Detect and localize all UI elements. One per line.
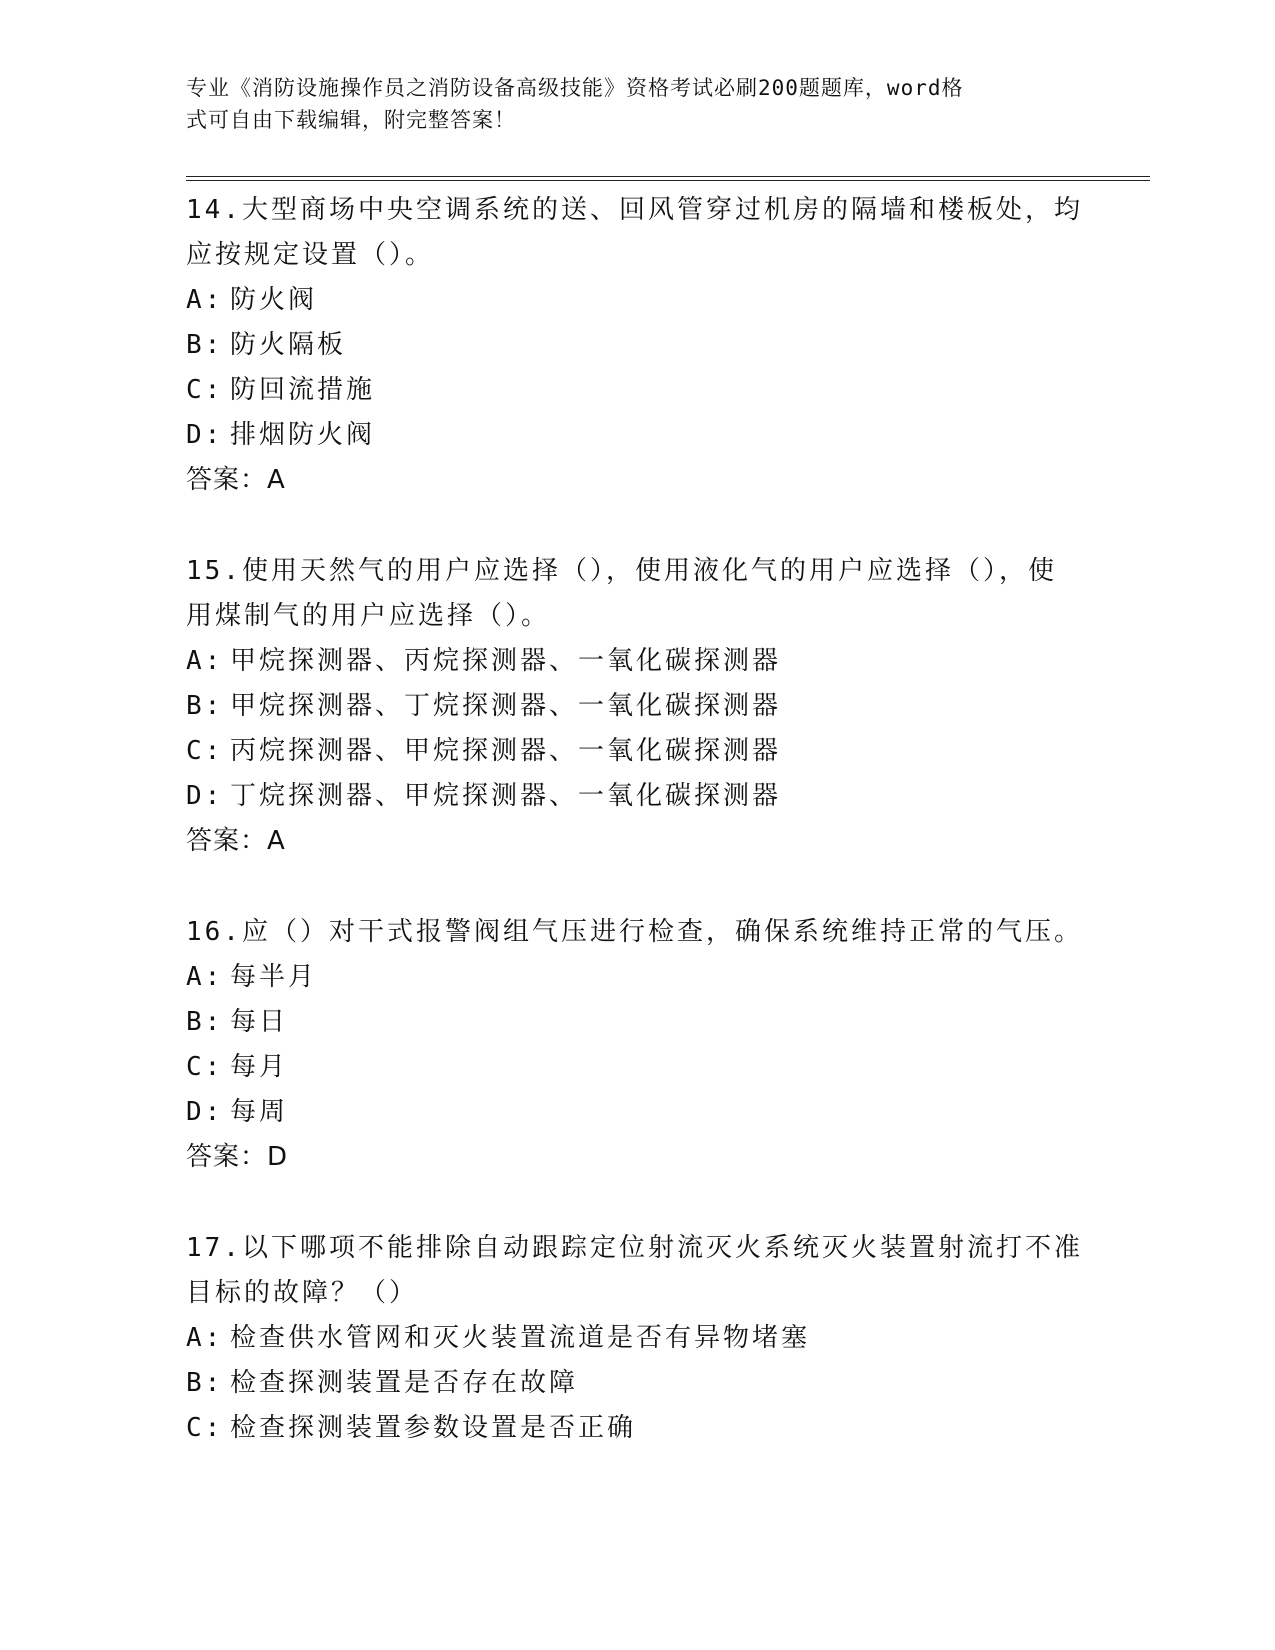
option-key: A: — [186, 962, 224, 992]
option-text: 防火隔板 — [230, 330, 347, 360]
option-d — [186, 1090, 1086, 1135]
option-key: A: — [186, 285, 224, 315]
option-key: D: — [186, 420, 224, 450]
option-b — [186, 323, 1086, 368]
option-text: 丁烷探测器、甲烷探测器、一氧化碳探测器 — [230, 781, 782, 811]
option-key: D: — [186, 1097, 224, 1127]
option-key: D: — [186, 781, 224, 811]
option-key: A: — [186, 646, 224, 676]
question-stem-line: 16.应（）对干式报警阀组气压进行检查，确保系统维持正常的气压。 — [186, 917, 1083, 947]
option-text: 排烟防火阀 — [230, 420, 376, 450]
option-a — [186, 955, 1086, 1000]
question-16 — [186, 910, 1086, 1180]
option-b — [186, 684, 1086, 729]
question-stem-line: 目标的故障？（） — [186, 1278, 419, 1308]
option-b — [186, 1000, 1086, 1045]
question-stem-line: 应按规定设置（）。 — [186, 240, 435, 270]
option-key: A: — [186, 1323, 224, 1353]
option-key: B: — [186, 691, 224, 721]
option-key: B: — [186, 1368, 224, 1398]
answer-line: 答案：A — [186, 826, 286, 856]
answer-line: 答案：A — [186, 465, 286, 495]
option-key: C: — [186, 375, 224, 405]
option-d — [186, 774, 1086, 819]
option-a — [186, 1316, 1086, 1361]
document-header — [186, 72, 1066, 136]
option-text: 甲烷探测器、丁烷探测器、一氧化碳探测器 — [230, 691, 782, 721]
option-text: 甲烷探测器、丙烷探测器、一氧化碳探测器 — [230, 646, 782, 676]
question-15 — [186, 549, 1086, 864]
option-text: 检查探测装置是否存在故障 — [230, 1368, 579, 1398]
question-stem-line: 15.使用天然气的用户应选择（），使用液化气的用户应选择（），使 — [186, 556, 1057, 586]
option-text: 每周 — [230, 1097, 289, 1127]
header-line-1: 专业《消防设施操作员之消防设备高级技能》资格考试必刷200题题库，word格 — [186, 76, 964, 100]
option-text: 丙烷探测器、甲烷探测器、一氧化碳探测器 — [230, 736, 782, 766]
option-a — [186, 278, 1086, 323]
header-line-2: 式可自由下载编辑，附完整答案！ — [186, 108, 516, 132]
header-divider — [186, 176, 1150, 181]
option-key: C: — [186, 736, 224, 766]
question-stem-line: 17.以下哪项不能排除自动跟踪定位射流灭火系统灭火装置射流打不准 — [186, 1233, 1083, 1263]
question-list — [186, 188, 1086, 1451]
option-text: 检查供水管网和灭火装置流道是否有异物堵塞 — [230, 1323, 811, 1353]
option-text: 防回流措施 — [230, 375, 376, 405]
option-key: C: — [186, 1413, 224, 1443]
option-text: 防火阀 — [230, 285, 318, 315]
question-stem-line: 用煤制气的用户应选择（）。 — [186, 601, 551, 631]
option-c — [186, 1406, 1086, 1451]
option-c — [186, 729, 1086, 774]
option-d — [186, 413, 1086, 458]
option-text: 每半月 — [230, 962, 318, 992]
option-key: B: — [186, 330, 224, 360]
option-a — [186, 639, 1086, 684]
question-stem-line: 14.大型商场中央空调系统的送、回风管穿过机房的隔墙和楼板处，均 — [186, 195, 1083, 225]
option-key: B: — [186, 1007, 224, 1037]
option-text: 每日 — [230, 1007, 289, 1037]
option-text: 每月 — [230, 1052, 289, 1082]
question-14 — [186, 188, 1086, 503]
answer-line: 答案：D — [186, 1142, 289, 1172]
option-key: C: — [186, 1052, 224, 1082]
option-b — [186, 1361, 1086, 1406]
option-c — [186, 368, 1086, 413]
option-c — [186, 1045, 1086, 1090]
question-17 — [186, 1226, 1086, 1451]
option-text: 检查探测装置参数设置是否正确 — [230, 1413, 637, 1443]
